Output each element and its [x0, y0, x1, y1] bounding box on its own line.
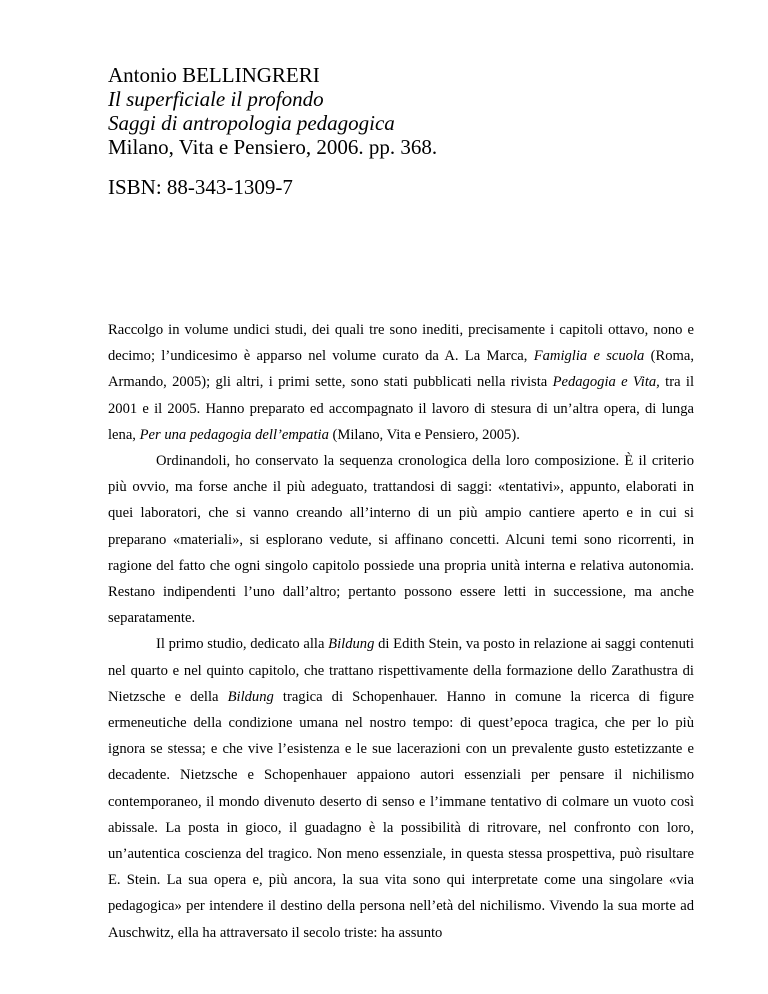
paragraph-1-italic-famiglia: Famiglia e scuola — [533, 348, 645, 365]
paragraph-1-text-e: tra il 2001 e il 2005. Hanno preparato ed accompagnato il lavoro di stesura di un’altra opera, di lunga lena, — [108, 374, 694, 443]
paragraph-3-italic-bildung-2: Bildung — [227, 688, 274, 705]
paragraph-1-italic-pedagogia: Pedagogia e Vita, — [552, 374, 660, 391]
paragraph-3-italic-bildung-1: Bildung — [328, 636, 375, 653]
paragraph-3-text-e: tragica di Schopenhauer. Hanno in comune la ricerca di figure ermeneutiche della condizione umana nel nostro tempo: di quest’epoca tragica, che per lo più ignora se stessa; e che vive l’esistenza e le sue lacerazioni con un prevalente gusto estetizzante e decadente. Nietzsche e Schopenhauer appaiono autori essenziali per pensare il nichilismo contemporaneo, il mondo divenuto deserto di senso e l’immane tentativo di colmare un vuoto così abissale. La posta in gioco, il guadagno è la possibilità di ritrovare, nel confronto con loro, un’autentica coscienza del tragico. Non meno essenziale, in questa stessa prospettiva, può risultare E. Stein. La sua opera e, più ancora, la sua vita sono qui interpretate come una singolare «via pedagogica» per intendere il destino della persona nell’età del nichilismo. Vivendo la sua morte ad Auschwitz, ella ha attraversato il secolo triste: ha assunto — [108, 688, 694, 941]
paragraph-3-text-c: di Edith Stein, va posto in relazione ai saggi contenuti nel quarto e nel quinto capitolo, che trattano rispettivamente della formazione dello Zarathustra di Nietzsche e della — [108, 636, 695, 705]
book-isbn: ISBN: 88-343-1309-7 — [108, 175, 293, 199]
paragraph-1-italic-empatia: Per una pedagogia dell’empatia — [139, 426, 329, 443]
review-body — [108, 317, 694, 946]
paragraph-1-text-a: Raccolgo in volume undici studi, dei quali tre sono inediti, precisamente i capitoli ottavo, nono e decimo; l’undicesimo è apparso nel volume curato da A. La Marca, — [108, 322, 694, 365]
paragraph-2: Ordinandoli, ho conservato la sequenza cronologica della loro composizione. È il criterio più ovvio, ma forse anche il più adeguato, trattandosi di saggi: «tentativi», appunto, elaborati in quei laboratori, che si vanno creando all’interno di un più ampio cantiere aperto e in cui si preparano «materiali», si esplorano vedute, si affinano concetti. Alcuni temi sono ricorrenti, in ragione del fatto che ogni singolo capitolo possiede una propria unità interna e relativa autonomia. Restano indipendenti l’uno dall’altro; pertanto possono essere letti in successione, ma anche separatamente. — [108, 453, 694, 627]
paragraph-1-text-c: (Roma, Armando, 2005); gli altri, i primi sette, sono stati pubblicati nella rivista — [108, 348, 694, 391]
paragraph-3 — [108, 631, 694, 945]
book-header — [108, 63, 708, 159]
paragraph-3-text-a: Il primo studio, dedicato alla — [156, 636, 329, 653]
book-title: Il superficiale il profondo — [108, 87, 324, 111]
book-publication: Milano, Vita e Pensiero, 2006. pp. 368. — [108, 135, 438, 159]
book-subtitle: Saggi di antropologia pedagogica — [108, 111, 395, 135]
paragraph-1-text-g: (Milano, Vita e Pensiero, 2005). — [328, 426, 520, 443]
paragraph-1 — [108, 317, 694, 448]
book-author: Antonio BELLINGRERI — [108, 63, 320, 87]
